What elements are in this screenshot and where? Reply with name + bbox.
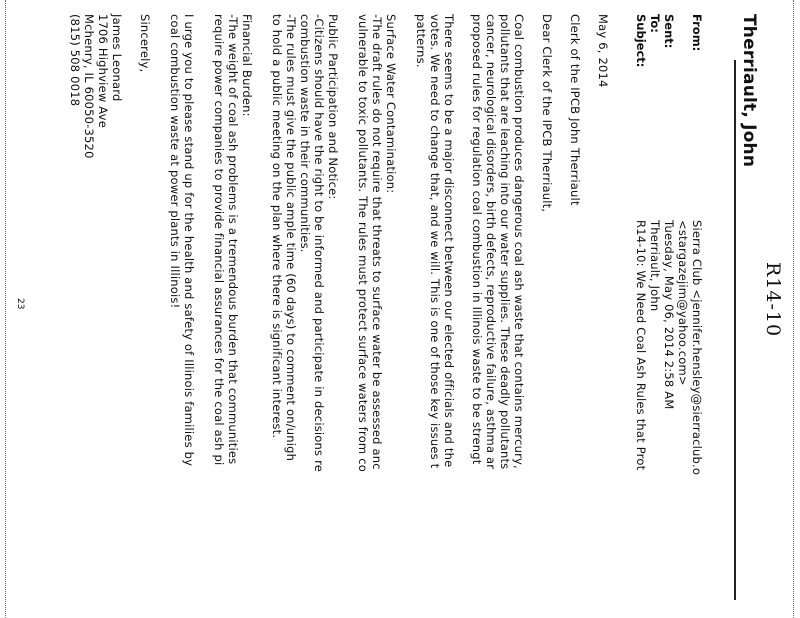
paragraph-line: to hold a public meeting on the plan where there is significant interest. (270, 14, 284, 439)
paragraph-line: -The rules must give the public ample time (60 days) to comment on/unigh (284, 14, 298, 462)
sent-value: Tuesday, May 06, 2014 2:58 AM (662, 220, 676, 410)
top-scan-edge (793, 0, 794, 618)
from-value: Sierra Club <jennifer.hensley@sierraclub.o (690, 220, 704, 476)
subject-label: Subject: (634, 14, 648, 68)
subject-value: R14-10: We Need Coal Ash Rules that Prot (634, 220, 648, 471)
section-heading: Financial Burden: (240, 14, 254, 117)
letter-salutation: Dear Clerk of the IPCB Therriault, (540, 14, 554, 213)
paragraph-line: There seems to be a major disconnect between our elected officials and the (442, 14, 456, 468)
paragraph-line: proposed rules for regulation coal combustion in Illinois waste to be strengt (470, 14, 484, 465)
bottom-scan-edge (5, 0, 6, 618)
paragraph-line: cancer, neurological disorders, birth defects, reproductive failure, asthma ar (484, 14, 498, 470)
signature-line: (815) 508 0018 (68, 14, 82, 107)
paragraph-line: Coal combustion produces dangerous coal ash waste that contains mercury, (512, 14, 526, 469)
letter-date: May 6, 2014 (596, 14, 610, 88)
signature-line: James Leonard (110, 14, 124, 102)
recipient-name-heading: Therriault, John (739, 14, 759, 168)
document-id: R14-10 (762, 262, 784, 338)
paragraph-line: combustion waste in their communities. (298, 14, 312, 253)
to-value: Therriault, John (648, 220, 662, 312)
header-divider (734, 60, 736, 600)
paragraph-line: -The draft rules do not require that threats to surface water be assessed anc (370, 14, 384, 470)
paragraph-line: votes. We need to change that, and we will. This is one of those key issues t (428, 14, 442, 469)
paragraph-line: I urge you to please stand up for the health and safety of Illinois families by (182, 14, 196, 467)
paragraph-line: coal combustion waste at power plants in Illinois! (168, 14, 182, 309)
signature-line: Mchenry, IL 60050-3520 (82, 14, 96, 159)
section-heading: Public Participation and Notice: (326, 14, 340, 200)
letter-recipient: Clerk of the IPCB John Therriault (568, 14, 582, 206)
paragraph-line: -The weight of coal ash problems is a tremendous burden that communities (226, 14, 240, 465)
paragraph-line: require power companies to provide financial assurances for the coal ash pi (212, 14, 226, 466)
to-label: To: (648, 14, 662, 33)
signature-line: 1706 Highview Ave (96, 14, 110, 128)
paragraph-line: vulnerable to toxic pollutants. The rules must protect surface waters from co (356, 14, 370, 472)
section-heading: Surface Water Contamination: (384, 14, 398, 194)
sent-label: Sent: (662, 14, 676, 49)
from-label: From: (690, 14, 704, 52)
paragraph-line: patterns. (414, 14, 428, 68)
paragraph-line: -Citizens should have the right to be informed and participate in decisions re (312, 14, 326, 473)
letter-closing: Sincerely, (138, 14, 152, 73)
paragraph-line: pollutants that are leaching into our water supplies. These deadly pollutants (498, 14, 512, 470)
page-number: 23 (15, 298, 25, 310)
from-value-email: <stargazejim@yahoo.com> (676, 220, 690, 386)
